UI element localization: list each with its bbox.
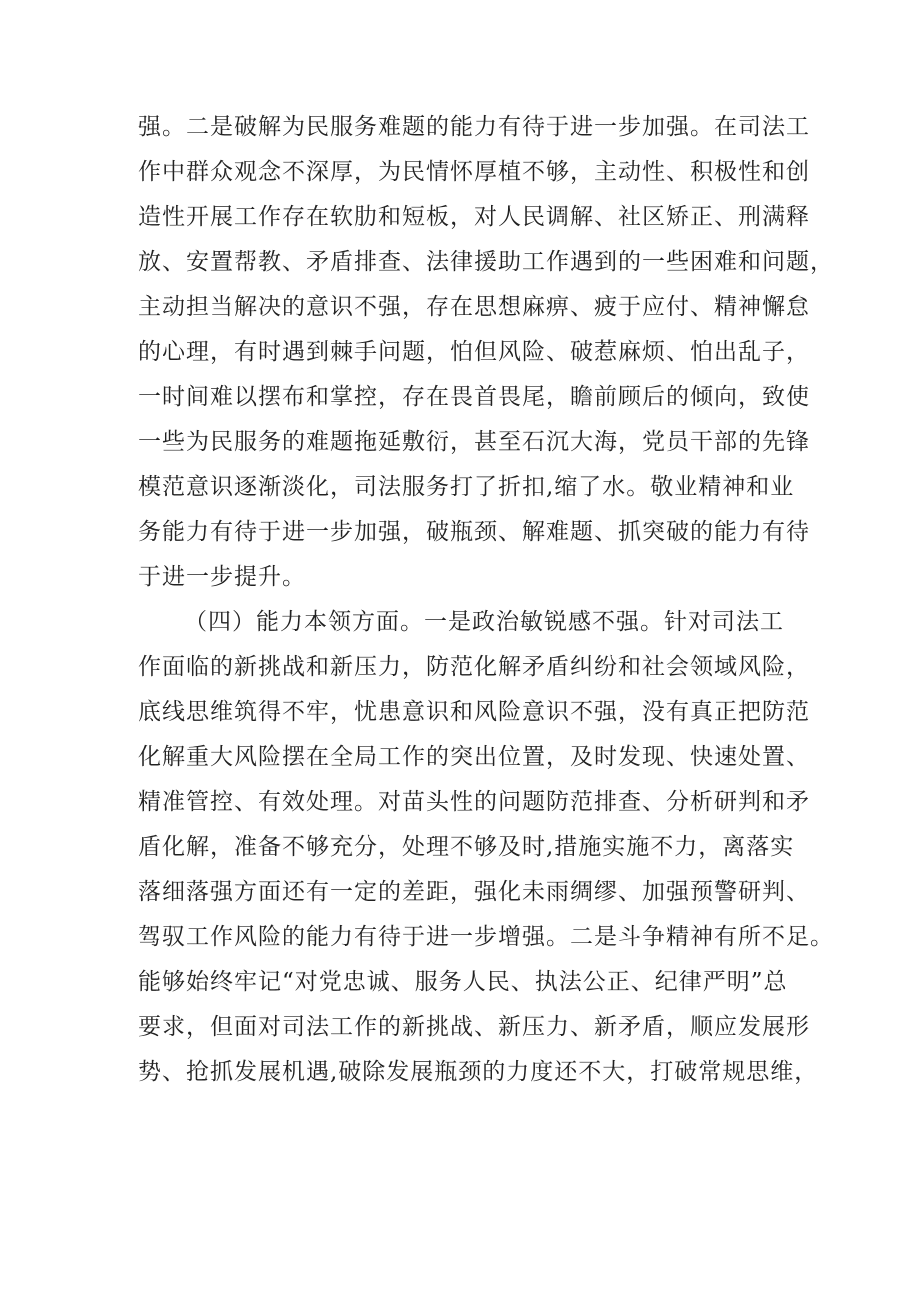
text-line: 作面临的新挑战和新压力，防范化解矛盾纠纷和社会领域风险， — [138, 654, 810, 680]
text-line: 主动担当解决的意识不强，存在思想麻痹、疲于应付、精神懈怠 — [138, 294, 810, 320]
text-line: 势、抢抓发展机遇,破除发展瓶颈的力度还不大，打破常规思维， — [138, 1059, 819, 1085]
text-line: 精准管控、有效处理。对苗头性的问题防范排查、分析研判和矛 — [138, 789, 810, 815]
text-line: 化解重大风险摆在全局工作的突出位置，及时发现、快速处置、 — [138, 744, 810, 770]
text-line: 的心理，有时遇到棘手问题，怕但风险、破惹麻烦、怕出乱子， — [138, 339, 810, 365]
text-line: 要求，但面对司法工作的新挑战、新压力、新矛盾，顺应发展形 — [138, 1014, 810, 1040]
text-line: 于进一步提升。 — [138, 564, 306, 590]
text-line: 能够始终牢记“对党忠诚、服务人民、执法公正、纪律严明”总 — [138, 969, 788, 995]
text-line: 务能力有待于进一步加强，破瓶颈、解难题、抓突破的能力有待 — [138, 519, 810, 545]
text-line: 驾驭工作风险的能力有待于进一步增强。二是斗争精神有所不足。 — [138, 924, 834, 950]
text-line: 盾化解，准备不够充分，处理不够及时,措施实施不力，离落实 — [138, 834, 795, 860]
text-line: 造性开展工作存在软肋和短板，对人民调解、社区矫正、刑满释 — [138, 204, 810, 230]
text-line: 一时间难以摆布和掌控，存在畏首畏尾，瞻前顾后的倾向，致使 — [138, 384, 810, 410]
text-line: 作中群众观念不深厚，为民情怀厚植不够，主动性、积极性和创 — [138, 159, 810, 185]
text-line: 模范意识逐渐淡化，司法服务打了折扣,缩了水。敬业精神和业 — [138, 474, 795, 500]
text-line: 放、安置帮教、矛盾排查、法律援助工作遇到的一些困难和问题， — [138, 249, 834, 275]
section-heading-line: （四）能力本领方面。一是政治敏锐感不强。针对司法工 — [184, 609, 784, 635]
text-line: 强。二是破解为民服务难题的能力有待于进一步加强。在司法工 — [138, 114, 810, 140]
text-line: 落细落强方面还有一定的差距，强化未雨绸缪、加强预警研判、 — [138, 879, 810, 905]
text-line: 底线思维筑得不牢，忧患意识和风险意识不强，没有真正把防范 — [138, 699, 810, 725]
text-line: 一些为民服务的难题拖延敷衍，甚至石沉大海，党员干部的先锋 — [138, 429, 810, 455]
